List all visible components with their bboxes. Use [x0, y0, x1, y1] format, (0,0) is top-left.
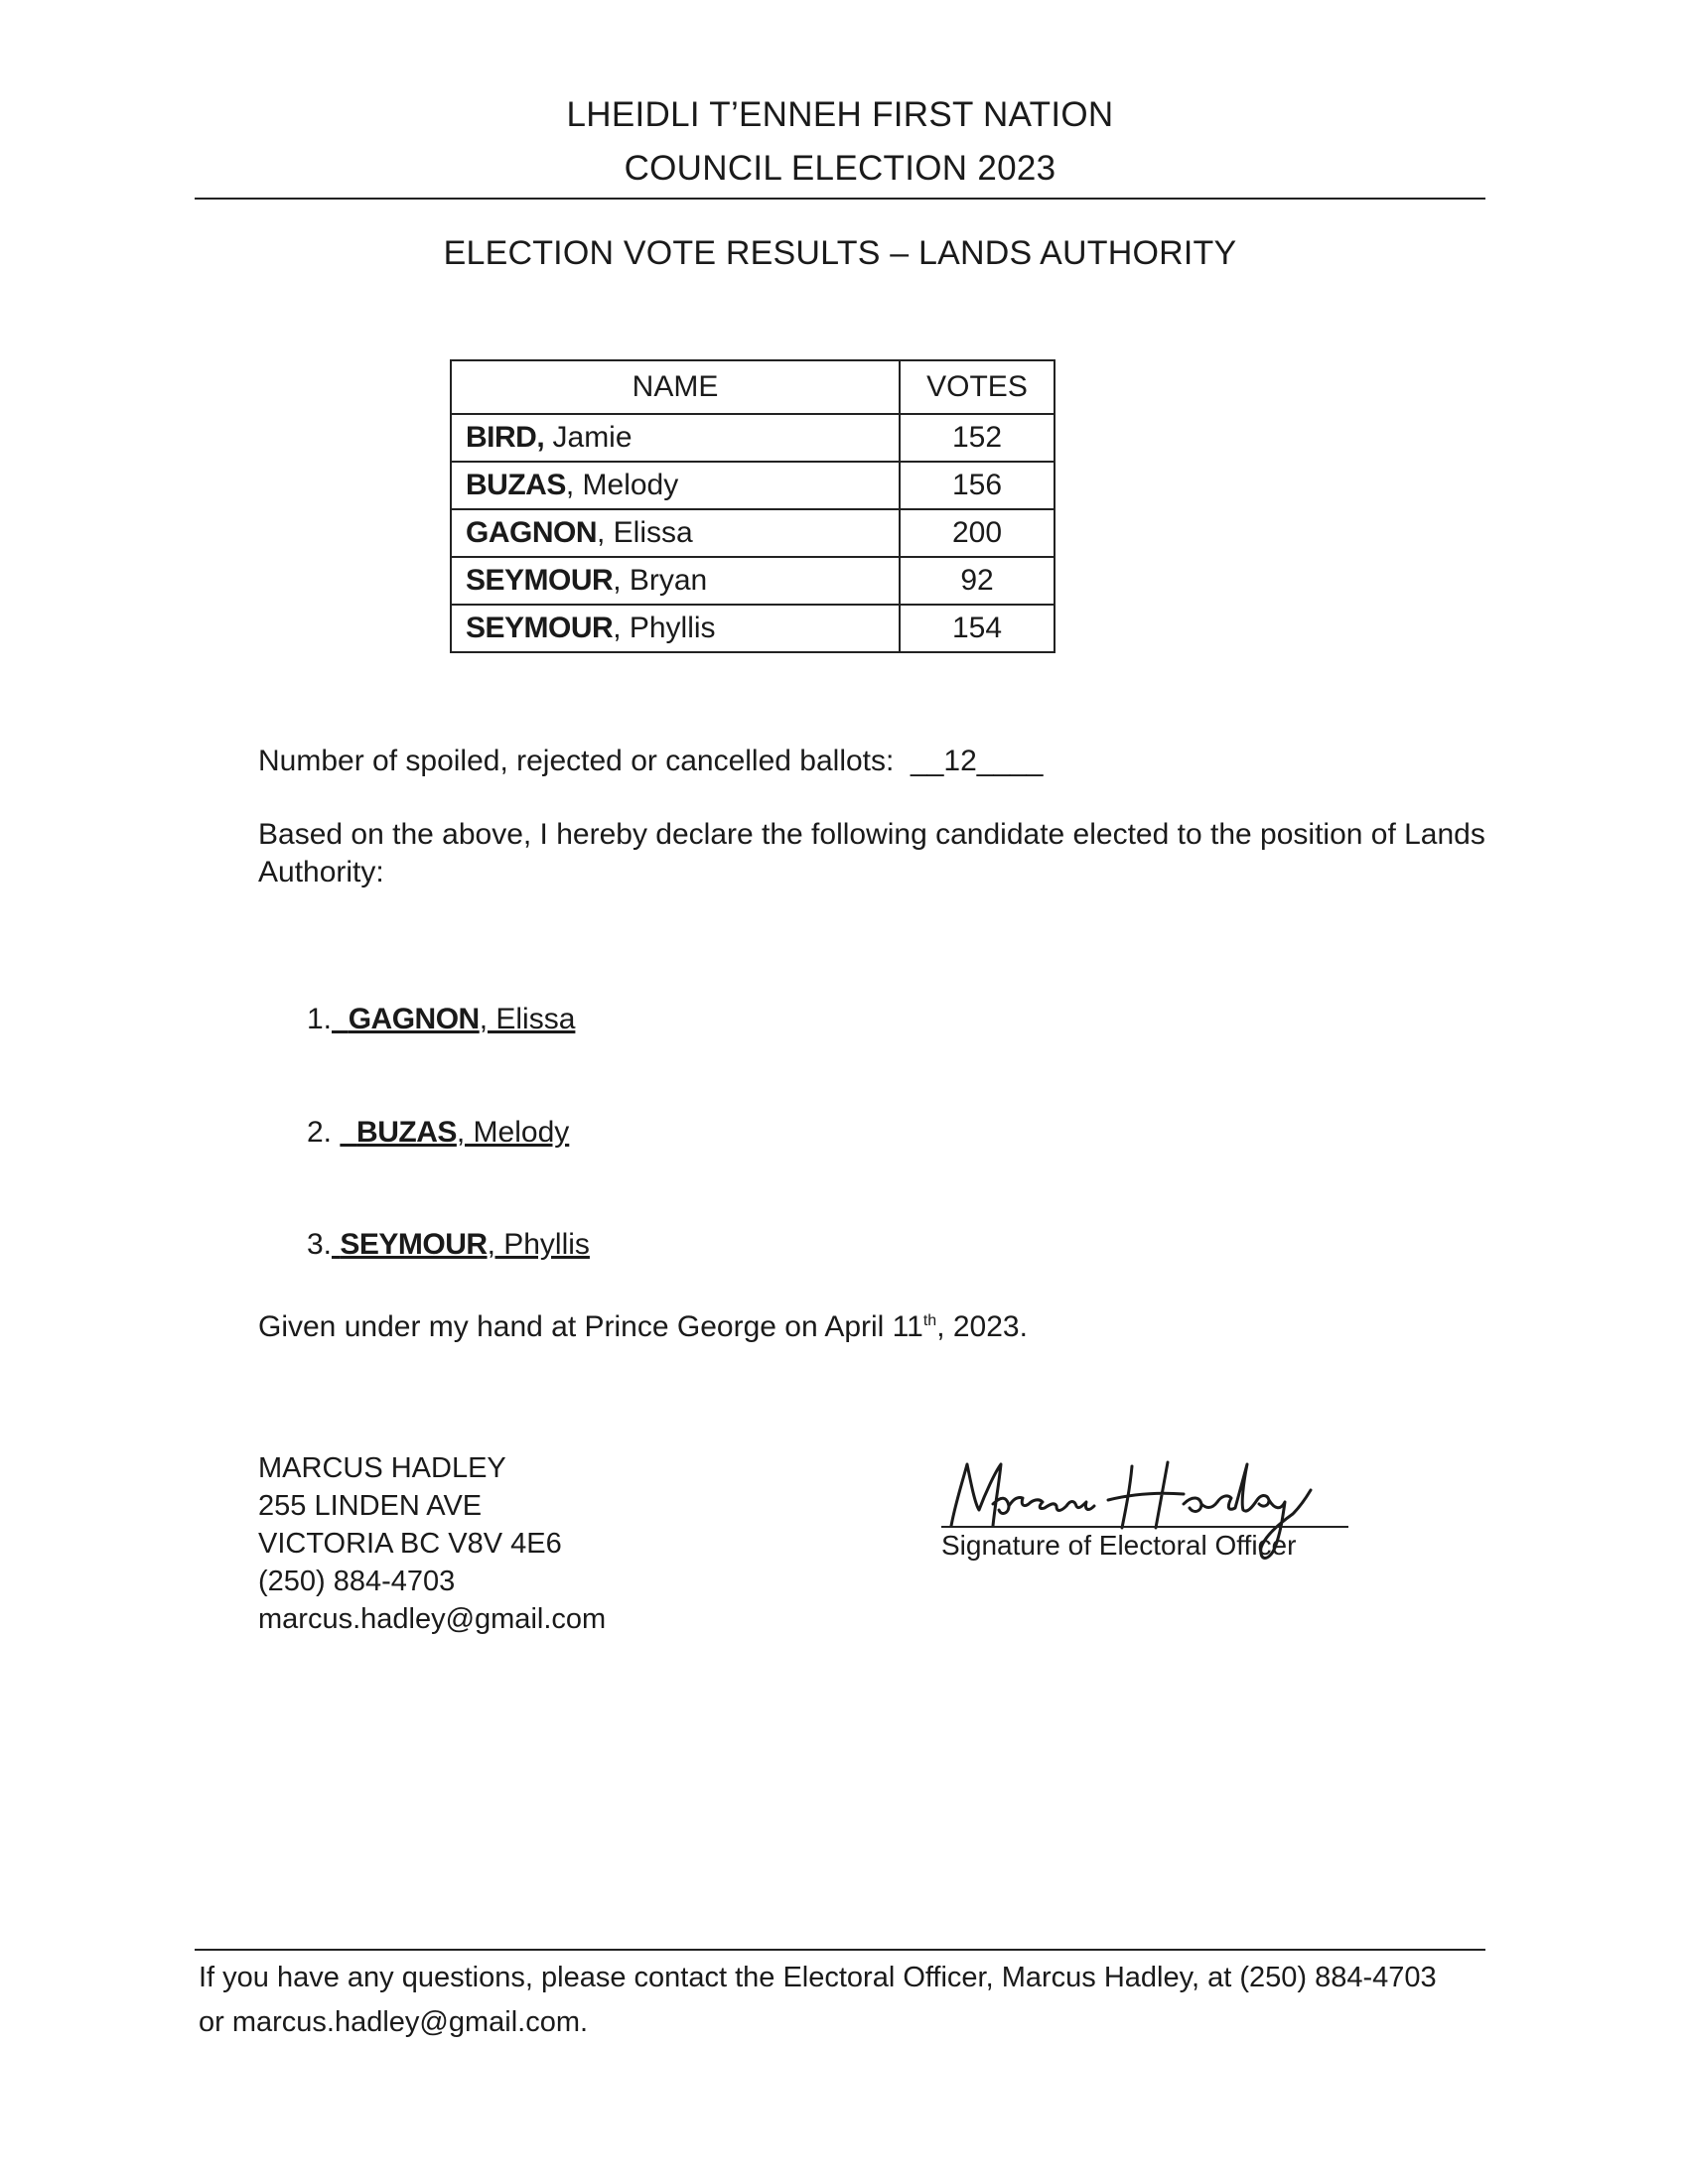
elected-surname: BUZAS — [356, 1116, 457, 1149]
table-row — [451, 557, 1055, 605]
candidate-surname: SEYMOUR — [466, 612, 614, 644]
elected-surname: GAGNON — [348, 1003, 480, 1035]
footer-line2: or marcus.hadley@gmail.com. — [199, 2006, 589, 2038]
vote-count-cell: 92 — [900, 557, 1055, 605]
table-row — [451, 414, 1055, 462]
signature-label: Signature of Electoral Officer — [941, 1530, 1297, 1561]
date-ordinal-suffix: th — [922, 1312, 937, 1329]
signature-block — [933, 1444, 1430, 1573]
elected-candidate — [307, 1003, 575, 1036]
officer-phone: (250) 884-4703 — [258, 1566, 456, 1597]
elected-name — [332, 1228, 590, 1261]
vote-count-cell: 152 — [900, 414, 1055, 462]
footer-rule — [195, 1949, 1485, 1951]
signature-line — [941, 1526, 1348, 1528]
elected-given-name: , Phyllis — [487, 1228, 590, 1261]
candidate-surname: GAGNON — [466, 516, 597, 549]
candidate-name-cell — [451, 557, 900, 605]
results-heading: ELECTION VOTE RESULTS – LANDS AUTHORITY — [443, 234, 1237, 272]
column-header-name: NAME — [451, 360, 900, 414]
document-title: LHEIDLI T’ENNEH FIRST NATION — [566, 95, 1114, 134]
table-header-row — [451, 360, 1055, 414]
footer-note — [199, 1956, 1489, 2045]
footer-line1: If you have any questions, please contact the Electoral Officer, Marcus Hadley, at (250) 884-4703 — [199, 1962, 1437, 1993]
column-header-votes: VOTES — [900, 360, 1055, 414]
officer-name: MARCUS HADLEY — [258, 1452, 506, 1484]
officer-email: marcus.hadley@gmail.com — [258, 1603, 607, 1635]
candidate-given-name: Jamie — [544, 421, 633, 454]
spoiled-ballots-label: Number of spoiled, rejected or cancelled ballots: — [258, 745, 895, 777]
vote-count-cell: 156 — [900, 462, 1055, 509]
spoiled-ballots-line — [258, 743, 1489, 780]
vote-count-cell: 154 — [900, 605, 1055, 652]
candidate-surname: SEYMOUR — [466, 564, 614, 597]
candidate-name-cell — [451, 414, 900, 462]
elected-number: 3. — [307, 1228, 333, 1261]
elected-name — [340, 1116, 569, 1149]
elected-given-name: , Elissa — [479, 1003, 576, 1035]
officer-contact-block — [258, 1449, 606, 1638]
elected-given-name: , Melody — [456, 1116, 570, 1149]
officer-address-line1: 255 LINDEN AVE — [258, 1490, 483, 1522]
given-under-year: , 2023. — [936, 1310, 1028, 1343]
candidate-surname: BUZAS — [466, 469, 566, 501]
spoiled-ballots-value: __12____ — [911, 745, 1044, 777]
header-rule — [195, 198, 1485, 200]
candidate-name-cell — [451, 509, 900, 557]
vote-count-cell: 200 — [900, 509, 1055, 557]
candidate-given-name: , Bryan — [613, 564, 708, 597]
candidate-given-name: , Phyllis — [613, 612, 716, 644]
elected-number: 2. — [307, 1116, 333, 1149]
elected-surname: SEYMOUR — [340, 1228, 488, 1261]
table-row — [451, 605, 1055, 652]
elected-candidate — [307, 1228, 590, 1262]
officer-address-line2: VICTORIA BC V8V 4E6 — [258, 1528, 562, 1560]
candidate-given-name: , Melody — [565, 469, 679, 501]
candidate-given-name: , Elissa — [597, 516, 693, 549]
elected-candidate — [307, 1116, 569, 1150]
candidate-name-cell — [451, 605, 900, 652]
given-under-hand — [258, 1302, 1489, 1346]
elected-name — [332, 1003, 575, 1035]
elected-number: 1. — [307, 1003, 333, 1035]
declaration-text: Based on the above, I hereby declare the following candidate elected to the position of Lands Authority: — [258, 818, 1485, 888]
table-row — [451, 509, 1055, 557]
candidate-surname: BIRD, — [466, 421, 545, 454]
candidate-name-cell — [451, 462, 900, 509]
given-under-text: Given under my hand at Prince George on April 11 — [258, 1310, 923, 1343]
table-row — [451, 462, 1055, 509]
document-subtitle: COUNCIL ELECTION 2023 — [624, 149, 1056, 188]
vote-results-table — [450, 359, 1055, 653]
